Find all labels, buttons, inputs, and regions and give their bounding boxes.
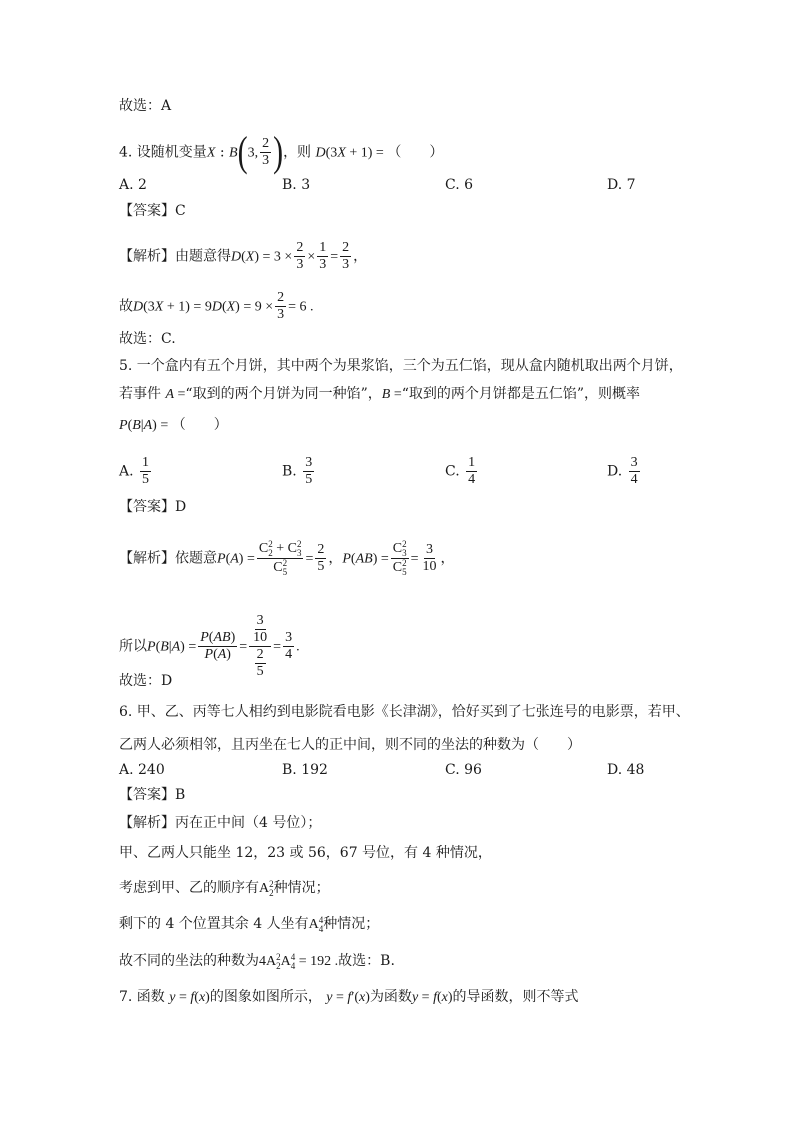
q6-line1: 6. 甲、乙、丙等七人相约到电影院看电影《长津湖》，恰好买到了七张连号的电影票，若甲、 — [119, 704, 690, 720]
q6-line2: 乙两人必须相邻，且丙坐在七人的正中间，则不同的坐法的种数为（ ） — [119, 737, 581, 753]
q6-analysis-2: 甲、乙两人只能坐 12，23 或 56，67 号位，有 4 种情况， — [119, 845, 492, 861]
q5-option-c: C. $\frac{1}{4}$ — [445, 455, 476, 487]
q4-option-d: D. 7 — [607, 177, 636, 193]
q4-option-a: A. 2 — [119, 177, 147, 193]
q5-analysis-line1: 【解析】依题意P(A) = C 2 2 + C 2 3 C 2 5 = $\frac{2}{5}$ ，P(AB) = C 2 3 C 2 5 = $\frac{3}{10}$ ， — [119, 539, 455, 577]
q5-option-b: B. $\frac{3}{5}$ — [282, 455, 313, 487]
q6-analysis-1: 【解析】丙在正中间（4 号位）； — [119, 815, 322, 831]
q5-answer: 【答案】D — [119, 499, 187, 515]
q5-conclusion: 故选：D — [119, 673, 173, 689]
q4-stem: 4. 设随机变量X : B(3, $\frac{2}{3}$ )，则 D(3X + 1) = （ ） — [119, 128, 444, 175]
q4-analysis-label: 【解析】由题意得 — [119, 248, 231, 265]
q6-answer: 【答案】B — [119, 787, 186, 803]
q4-analysis-line1: 【解析】由题意得D(X) = 3 × $\frac{2}{3}$ × $\frac{1}{3}$ = $\frac{2}{3}$ ， — [119, 240, 368, 272]
q5-line-so: 所以 — [119, 638, 147, 655]
prev-answer: 故选：A — [119, 98, 172, 114]
q4-analysis-line2: 故D(3X + 1) = 9D(X) = 9 × $\frac{2}{3}$ = 6 . — [119, 290, 314, 322]
q5-line3: P(B|A) = （ ） — [119, 417, 228, 433]
q5-line2-c: “取到的两个月饼都是五仁馅”，则概率 — [401, 386, 641, 402]
q7-line1: 7. 函数 y = f(x)的图象如图所示， y = f′(x)为函数y = f(x)的导函数，则不等式 — [119, 989, 579, 1005]
q6-option-c: C. 96 — [445, 762, 482, 778]
q4-answer: 【答案】C — [119, 203, 186, 219]
q4-line2-prefix: 故 — [119, 298, 133, 315]
q5-option-a: A. $\frac{1}{5}$ — [119, 455, 150, 487]
q6-analysis-5: 故不同的坐法的种数为4A 2 2 A 4 4 = 192 .故选：B. — [119, 951, 395, 971]
q5-option-d: D. $\frac{3}{4}$ — [607, 455, 638, 487]
q6-option-b: B. 192 — [282, 762, 328, 778]
q4-conclusion: 故选：C. — [119, 331, 176, 347]
q6-option-d: D. 48 — [607, 762, 645, 778]
q4-option-c: C. 6 — [445, 177, 474, 193]
q4-option-b: B. 3 — [282, 177, 311, 193]
q5-analysis-label: 【解析】依题意 — [119, 550, 217, 567]
q5-line2: 若事件 A =“取到的两个月饼为同一种馅”，B =“取到的两个月饼都是五仁馅”，则概率 — [119, 386, 641, 402]
q5-line2-a: 若事件 — [119, 386, 161, 402]
q5-line1: 5. 一个盒内有五个月饼，其中两个为果浆馅，三个为五仁馅，现从盒内随机取出两个月饼， — [119, 358, 683, 374]
q6-option-a: A. 240 — [119, 762, 165, 778]
q6-analysis-4: 剩下的 4 个位置其余 4 人坐有A 4 4 种情况； — [119, 914, 380, 934]
q4-prefix: 4. 设随机变量 — [119, 144, 207, 161]
q6-analysis-3: 考虑到甲、乙的顺序有A 2 2 种情况； — [119, 878, 330, 898]
q5-line2-b: “取到的两个月饼为同一种馅”， — [185, 386, 382, 402]
q5-analysis-line2: 所以P(B|A) = $\frac{P(AB)}{P(A)}$ = $\frac{\frac{3}{10}}{\frac{2}{5}}$ = $\frac{3}{4}$ . — [119, 613, 300, 679]
